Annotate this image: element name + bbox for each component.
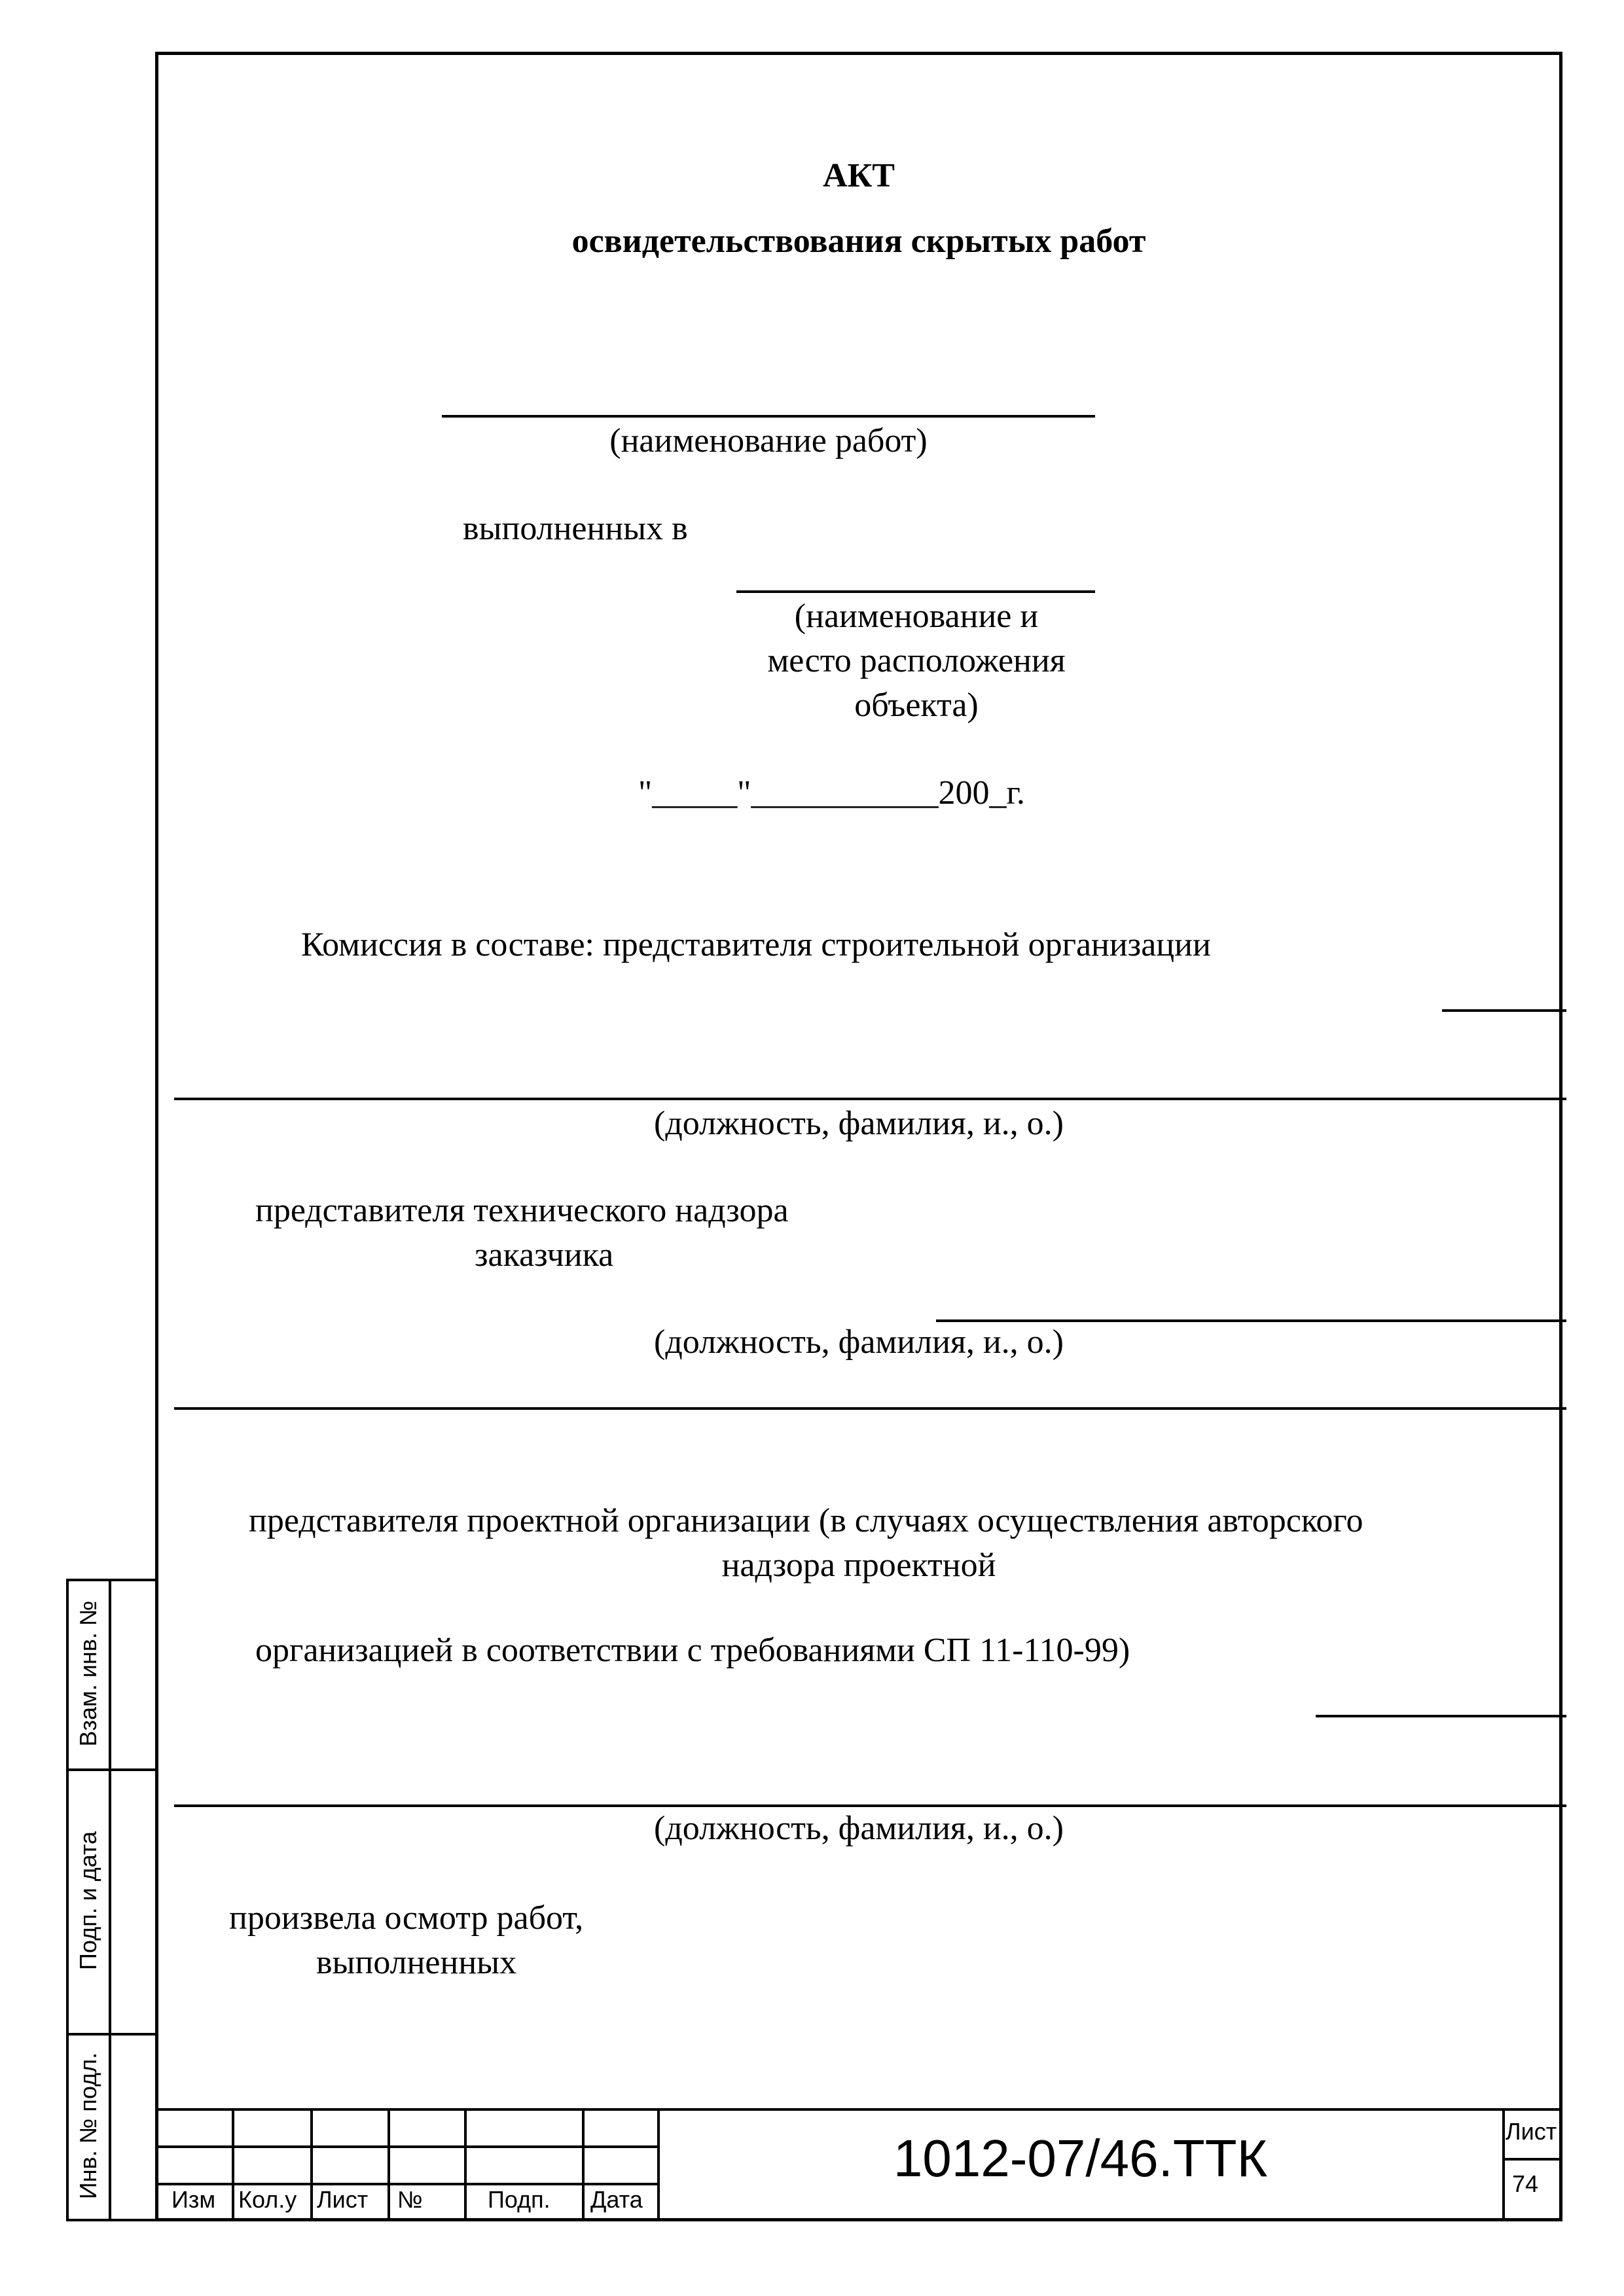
date-line: "_____"___________200_г. — [638, 774, 1025, 812]
position-caption-1: (должность, фамилия, и., о.) — [654, 1105, 1064, 1142]
col-number: № — [397, 2186, 423, 2213]
object-caption-1: (наименование и — [794, 598, 1039, 635]
performed-in-label: выполненных в — [463, 510, 688, 547]
sheet-number: 74 — [1512, 2170, 1539, 2197]
object-caption-3: объекта) — [854, 687, 979, 724]
document-title: АКТ — [823, 157, 895, 194]
col-list: Лист — [317, 2186, 369, 2213]
work-name-caption: (наименование работ) — [609, 422, 928, 459]
design-org-2: надзора проектной — [721, 1547, 996, 1584]
work-name-line — [442, 415, 1095, 418]
inspection-1: произвела осмотр работ, — [229, 1899, 584, 1937]
position-caption-3: (должность, фамилия, и., о.) — [654, 1810, 1064, 1847]
object-caption-2: место расположения — [767, 642, 1066, 679]
tech-supervision-2: заказчика — [475, 1236, 614, 1274]
design-org-fill-line — [1316, 1715, 1566, 1717]
position-caption-2: (должность, фамилия, и., о.) — [654, 1323, 1064, 1361]
document-subtitle: освидетельствования скрытых работ — [571, 223, 1146, 260]
col-podp: Подп. — [488, 2186, 550, 2213]
construction-rep-line — [174, 1098, 1566, 1100]
object-name-line — [736, 590, 1095, 593]
design-org-1: представителя проектной организации (в случаях осуществления авторского — [249, 1502, 1363, 1539]
col-date: Дата — [590, 2186, 643, 2213]
tech-supervision-1: представителя технического надзора — [255, 1192, 789, 1229]
tech-supervision-bottom-line — [174, 1407, 1566, 1410]
commission-text: Комиссия в составе: представителя строительной организации — [301, 926, 1211, 963]
stamp-vzam-label: Взам. инв. № — [75, 1600, 101, 1747]
col-izm: Изм — [171, 2186, 216, 2213]
stamp-podp-label: Подп. и дата — [75, 1831, 101, 1971]
inspection-2: выполненных — [316, 1944, 517, 1981]
sheet-label: Лист — [1506, 2118, 1557, 2145]
commission-fill-line — [1442, 1009, 1566, 1012]
design-org-3: организацией в соответствии с требованиями СП 11-110-99) — [255, 1632, 1130, 1669]
stamp-inv-label: Инв. № подл. — [75, 2052, 101, 2200]
col-kol: Кол.у — [238, 2186, 297, 2213]
document-code: 1012-07/46.ТТК — [893, 2129, 1268, 2187]
